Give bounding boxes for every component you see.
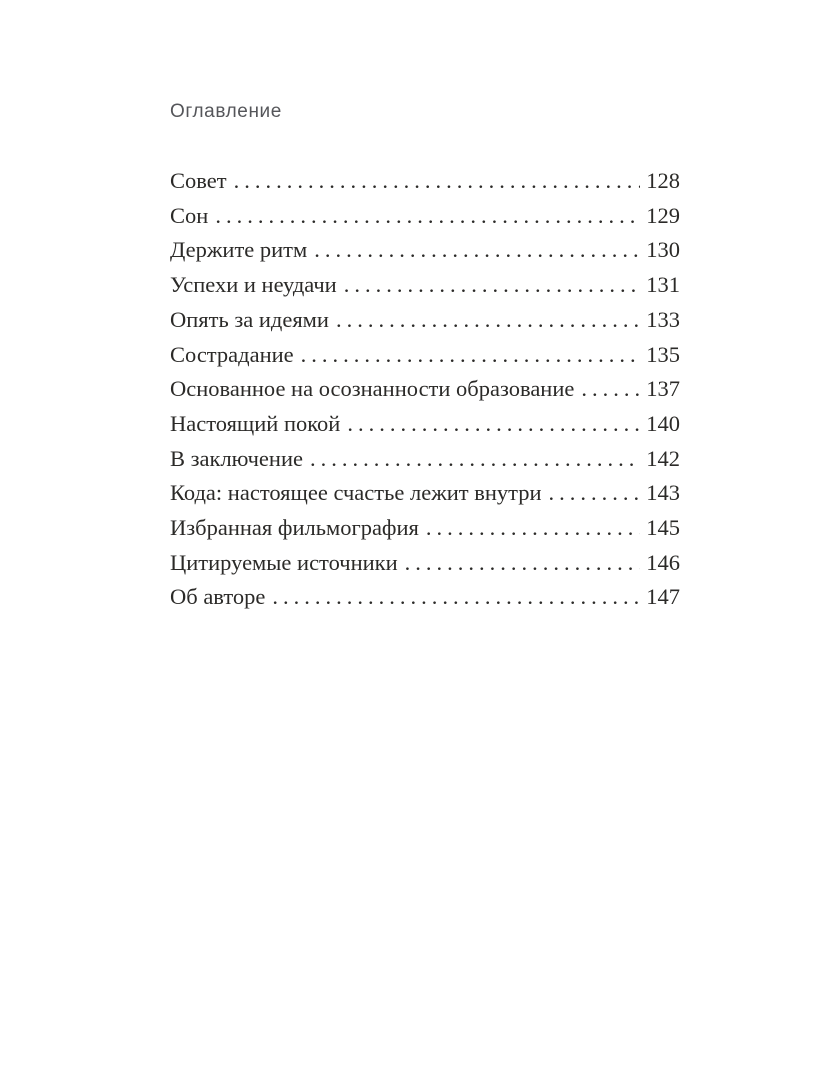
toc-entry-title: В заключение (170, 445, 303, 471)
toc-entry-page-number: 131 (646, 272, 680, 298)
toc-entry-page-number: 130 (646, 237, 680, 263)
dot-leader (310, 442, 640, 477)
toc-row (170, 476, 680, 511)
toc-row (170, 511, 680, 546)
toc-row (170, 580, 680, 615)
toc-list (170, 164, 680, 615)
toc-row (170, 268, 680, 303)
toc-row (170, 407, 680, 442)
toc-entry-title: Опять за идеями (170, 306, 329, 332)
toc-row (170, 164, 680, 199)
toc-entry-title: Сон (170, 202, 209, 228)
toc-entry-title: Сострадание (170, 341, 294, 367)
toc-entry-title: Настоящий покой (170, 410, 341, 436)
toc-heading: Оглавление (170, 101, 282, 122)
dot-leader (581, 372, 640, 407)
toc-entry-page-number: 128 (646, 168, 680, 193)
toc-entry-title: Об авторе (170, 584, 266, 610)
dot-leader (301, 338, 641, 373)
dot-leader (405, 546, 641, 581)
toc-entry-page-number: 137 (646, 376, 680, 402)
toc-entry-page-number: 143 (646, 480, 680, 506)
dot-leader (215, 199, 640, 234)
dot-leader (426, 511, 640, 546)
dot-leader (336, 303, 640, 338)
dot-leader (347, 407, 640, 442)
toc-entry-title: Успехи и неудачи (170, 272, 337, 298)
toc-entry-title: Совет (170, 168, 227, 193)
dot-leader (234, 164, 641, 199)
toc-entry-page-number: 147 (646, 584, 680, 610)
dot-leader (272, 580, 640, 615)
toc-row (170, 199, 680, 234)
toc-entry-page-number: 135 (646, 341, 680, 367)
toc-entry-page-number: 140 (646, 410, 680, 436)
toc-entry-page-number: 145 (646, 515, 680, 541)
toc-row (170, 303, 680, 338)
toc-entry-page-number: 146 (646, 549, 680, 575)
toc-entry-title: Основанное на осознанности образование (170, 376, 575, 402)
toc-entry-title: Цитируемые источники (170, 549, 398, 575)
toc-entry-page-number: 142 (646, 445, 680, 471)
toc-row (170, 372, 680, 407)
toc-row (170, 546, 680, 581)
dot-leader (314, 233, 640, 268)
toc-entry-title: Держите ритм (170, 237, 308, 263)
toc-entry-title: Кода: настоящее счастье лежит внутри (170, 480, 542, 506)
dot-leader (344, 268, 641, 303)
dot-leader (549, 476, 641, 511)
toc-entry-title: Избранная фильмография (170, 515, 419, 541)
toc-row (170, 338, 680, 373)
toc-entry-page-number: 129 (646, 202, 680, 228)
toc-row (170, 233, 680, 268)
toc-row (170, 442, 680, 477)
toc-entry-page-number: 133 (646, 306, 680, 332)
